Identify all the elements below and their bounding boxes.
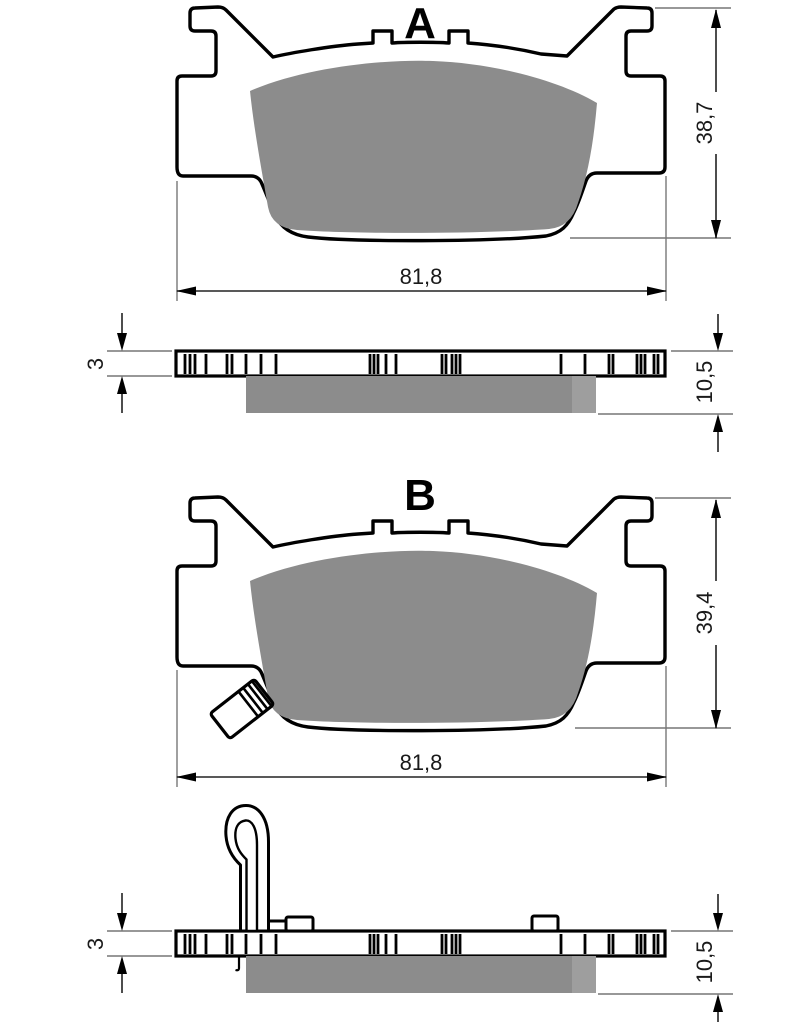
dim-plate-thickness-b-value: 3 [83,937,108,951]
dim-plate-thickness-a-value: 3 [83,357,108,371]
dim-total-thickness-a [598,314,733,452]
dim-plate-thickness-b [83,893,172,993]
pad-b-side-view [83,806,733,1023]
dim-total-thickness-a-value: 10,5 [692,360,717,404]
dim-total-thickness-b [598,894,733,1022]
pad-b-front-view [176,471,731,787]
pad-a-label: A [404,0,436,48]
dim-width-a-value: 81,8 [399,264,443,289]
dim-plate-thickness-a [83,313,172,413]
dim-width-b-value: 81,8 [399,750,443,775]
pad-b-label: B [404,471,436,520]
pad-a-side-view [83,313,733,452]
dim-height-b-value: 39,4 [692,591,717,635]
dim-height-a-value: 38,7 [692,101,717,145]
dim-total-thickness-b-value: 10,5 [692,940,717,984]
clip-retainer-bumps [286,916,558,931]
pad-a-front-view [176,0,731,301]
wear-indicator-tab [210,679,274,739]
